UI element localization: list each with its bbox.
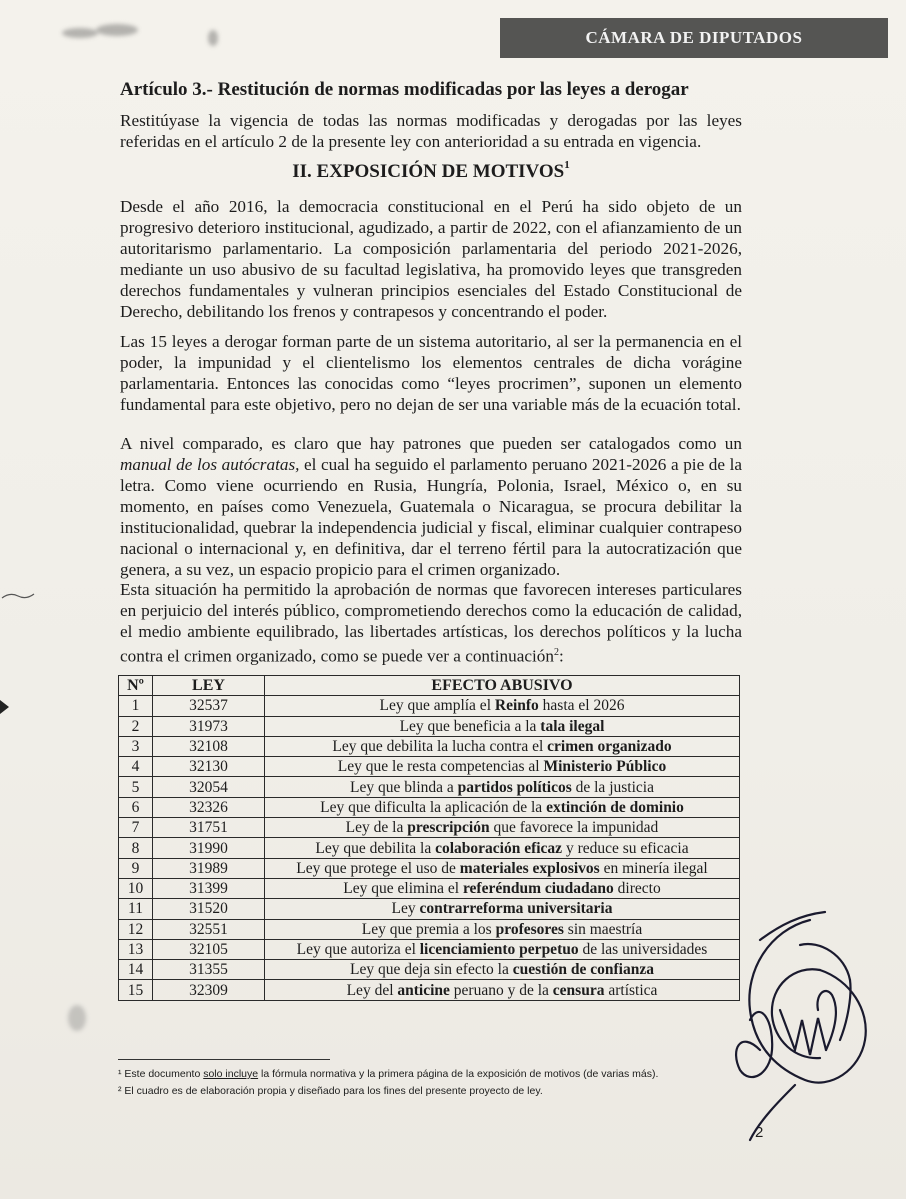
footnote-ref: 2 — [553, 647, 559, 658]
effect-text: Ley que dificulta la aplicación de la — [320, 798, 547, 816]
effect-emphasis: cuestión de confianza — [512, 961, 654, 979]
row-effect — [265, 757, 740, 777]
table-row — [119, 960, 740, 980]
table-row — [119, 696, 740, 716]
effect-text: Ley que beneficia a la — [399, 717, 541, 735]
institution-name: CÁMARA DE DIPUTADOS — [585, 28, 803, 47]
table-header-row — [119, 676, 740, 696]
section-title-text: II. EXPOSICIÓN DE MOTIVOS — [292, 161, 565, 182]
effect-text: Ley que amplía el — [379, 697, 495, 715]
effect-emphasis: Ministerio Público — [543, 758, 667, 776]
effect-text: Ley que le resta competencias al — [337, 758, 544, 776]
row-law-number: 31973 — [153, 716, 265, 736]
row-law-number: 31751 — [153, 818, 265, 838]
row-number: 12 — [119, 919, 153, 939]
scan-smudge — [62, 28, 98, 38]
effect-text: Ley que deja sin efecto la — [350, 961, 513, 979]
table-body — [119, 696, 740, 1000]
footnote-1-end: la fórmula normativa y la primera página de la exposición de motivos (de varias más). — [258, 1068, 659, 1080]
scan-smudge — [208, 30, 218, 46]
row-law-number: 32309 — [153, 980, 265, 1000]
signature-image — [700, 900, 880, 1150]
row-effect — [265, 919, 740, 939]
row-law-number: 32326 — [153, 797, 265, 817]
row-effect — [265, 777, 740, 797]
effect-emphasis: colaboración eficaz — [435, 839, 563, 857]
section-title — [120, 161, 742, 183]
paragraph-3-start: A nivel comparado, es claro que hay patrones que pueden ser catalogados como un — [120, 434, 742, 453]
effect-text: Ley — [391, 900, 420, 918]
effect-emphasis: censura — [552, 981, 605, 999]
row-law-number: 32108 — [153, 736, 265, 756]
effect-emphasis: prescripción — [407, 819, 490, 837]
row-number: 8 — [119, 838, 153, 858]
effect-emphasis: partidos políticos — [457, 778, 572, 796]
table-row — [119, 858, 740, 878]
column-header-number: Nº — [119, 676, 153, 696]
row-law-number: 31355 — [153, 960, 265, 980]
effect-text: que favorece la impunidad — [489, 819, 659, 837]
row-effect — [265, 716, 740, 736]
paragraph-4-text: Esta situación ha permitido la aprobación de normas que favorecen intereses particulares en perjuicio del interés público, comprometiendo derechos como la educación de calidad, el medio ambiente equilibrado, las libertades artísticas, los derechos políticos y la lucha contra el crimen organizado, como se puede ver a continuación — [120, 580, 742, 666]
row-number: 3 — [119, 736, 153, 756]
row-number: 1 — [119, 696, 153, 716]
effect-emphasis: materiales explosivos — [459, 859, 600, 877]
table-row — [119, 899, 740, 919]
paragraph-1: Desde el año 2016, la democracia constitucional en el Perú ha sido objeto de un progresivo deterioro institucional, agudizado, a partir de 2022, con el afianzamiento de un autoritarismo parlamentario. La composición parlamentaria del periodo 2021-2026, mediante un uso abusivo de su facultad legislativa, ha promovido leyes que transgreden derechos fundamentales y vulneran principios esenciales del Estado Constitucional de Derecho, debilitando los frenos y contrapesos y concentrando el poder. — [120, 197, 742, 321]
row-law-number: 32054 — [153, 777, 265, 797]
scan-smudge — [96, 24, 138, 36]
footnote-2: ² El cuadro es de elaboración propia y diseñado para los fines del presente proyecto de ley. — [118, 1085, 543, 1097]
effect-text: Ley del — [346, 981, 398, 999]
effect-text: Ley que elimina el — [343, 880, 463, 898]
row-effect — [265, 838, 740, 858]
table-row — [119, 777, 740, 797]
table-row — [119, 939, 740, 959]
page-number: 2 — [755, 1124, 764, 1141]
effect-emphasis: anticine — [397, 981, 450, 999]
row-number: 2 — [119, 716, 153, 736]
row-law-number: 31990 — [153, 838, 265, 858]
row-number: 4 — [119, 757, 153, 777]
effect-emphasis: Reinfo — [494, 697, 539, 715]
effect-emphasis: licenciamiento perpetuo — [419, 941, 579, 958]
row-law-number: 31399 — [153, 878, 265, 898]
paragraph-3-end: el cual ha seguido el parlamento peruano 2021-2026 a pie de la letra. Como viene ocurriendo en Rusia, Hungría, Polonia, Israel, México o, en su momento, en países como Venezuela, Guatemala o Nicaragua, se procura debilitar la institucionalidad, quebrar la independencia judicial y fiscal, eliminar cualquier contrapeso nacional o internacional y, en definitiva, dar el terreno fértil para la autocratización que genera, a su vez, un espacio propicio para el crimen organizado. — [120, 455, 742, 579]
row-effect — [265, 899, 740, 919]
row-effect — [265, 960, 740, 980]
row-effect — [265, 736, 740, 756]
effect-emphasis: tala ilegal — [540, 717, 605, 735]
effect-text: directo — [613, 880, 661, 898]
paragraph-3-italic: manual de los autócratas, — [120, 455, 300, 474]
row-number: 6 — [119, 797, 153, 817]
row-number: 13 — [119, 939, 153, 959]
table-row — [119, 818, 740, 838]
effect-text: artística — [604, 981, 658, 999]
row-law-number: 32551 — [153, 919, 265, 939]
row-number: 5 — [119, 777, 153, 797]
table-row — [119, 736, 740, 756]
effect-text: en minería ilegal — [599, 859, 708, 877]
effect-emphasis: contrarreforma universitaria — [419, 900, 613, 918]
row-number: 11 — [119, 899, 153, 919]
effect-text: hasta el 2026 — [538, 697, 625, 715]
table-row — [119, 838, 740, 858]
effect-text: Ley que blinda a — [350, 778, 458, 796]
footnote-1 — [118, 1068, 658, 1080]
row-effect — [265, 980, 740, 1000]
effect-text: Ley que debilita la — [315, 839, 436, 857]
footnote-rule — [118, 1059, 330, 1060]
effect-text: peruano y de la — [449, 981, 553, 999]
effect-text: Ley que premia a los — [361, 920, 496, 938]
footnote-ref: 1 — [564, 159, 570, 171]
paragraph-4 — [120, 579, 742, 667]
row-number: 7 — [119, 818, 153, 838]
effect-emphasis: extinción de dominio — [546, 798, 684, 816]
row-law-number: 31989 — [153, 858, 265, 878]
table-row — [119, 919, 740, 939]
row-number: 14 — [119, 960, 153, 980]
row-effect — [265, 878, 740, 898]
row-effect — [265, 939, 740, 959]
effect-text: sin maestría — [563, 920, 643, 938]
paragraph-2: Las 15 leyes a derogar forman parte de un sistema autoritario, al ser la permanencia en el poder, la impunidad y el clientelismo los elementos centrales de dicha vorágine parlamentaria. Entonces las conocidas como “leyes procrimen”, suponen un elemento fundamental para este objetivo, pero no dejan de ser una variable más de la ecuación total. — [120, 332, 742, 414]
effect-text: Ley que debilita la lucha contra el — [332, 738, 548, 756]
row-number: 9 — [119, 858, 153, 878]
laws-table — [118, 675, 740, 1001]
row-number: 10 — [119, 878, 153, 898]
row-effect — [265, 818, 740, 838]
table-row — [119, 716, 740, 736]
row-law-number: 32537 — [153, 696, 265, 716]
scan-smudge — [68, 1005, 86, 1031]
row-number: 15 — [119, 980, 153, 1000]
column-header-law: LEY — [153, 676, 265, 696]
article-body: Restitúyase la vigencia de todas las normas modificadas y derogadas por las leyes referidas en el artículo 2 de la presente ley con anterioridad a su entrada en vigencia. — [120, 111, 742, 151]
row-effect — [265, 858, 740, 878]
row-law-number: 32130 — [153, 757, 265, 777]
effect-text: Ley de la — [345, 819, 408, 837]
row-effect — [265, 696, 740, 716]
effect-text: y reduce su eficacia — [562, 839, 689, 857]
row-law-number: 31520 — [153, 899, 265, 919]
column-header-effect: EFECTO ABUSIVO — [265, 676, 740, 696]
row-effect — [265, 797, 740, 817]
header-band — [500, 18, 888, 58]
row-law-number: 32105 — [153, 939, 265, 959]
effect-text: Ley que autoriza el — [296, 941, 420, 958]
table-row — [119, 878, 740, 898]
table-row — [119, 757, 740, 777]
table-row — [119, 797, 740, 817]
margin-arrow-mark — [0, 700, 10, 714]
effect-text: de la justicia — [571, 778, 654, 796]
table-row — [119, 980, 740, 1000]
footnote-1-start: ¹ Este documento — [118, 1068, 204, 1080]
paragraph-4-colon: : — [558, 646, 564, 666]
article-title: Artículo 3.- Restitución de normas modificadas por las leyes a derogar — [120, 79, 689, 100]
effect-emphasis: profesores — [495, 920, 564, 938]
paragraph-3 — [120, 433, 742, 580]
effect-emphasis: referéndum ciudadano — [462, 880, 614, 898]
effect-text: Ley que protege el uso de — [296, 859, 460, 877]
margin-scribble — [0, 588, 36, 604]
footnote-1-underlined: solo incluye — [203, 1068, 259, 1080]
effect-text: de las universidades — [578, 941, 708, 958]
effect-emphasis: crimen organizado — [547, 738, 672, 756]
